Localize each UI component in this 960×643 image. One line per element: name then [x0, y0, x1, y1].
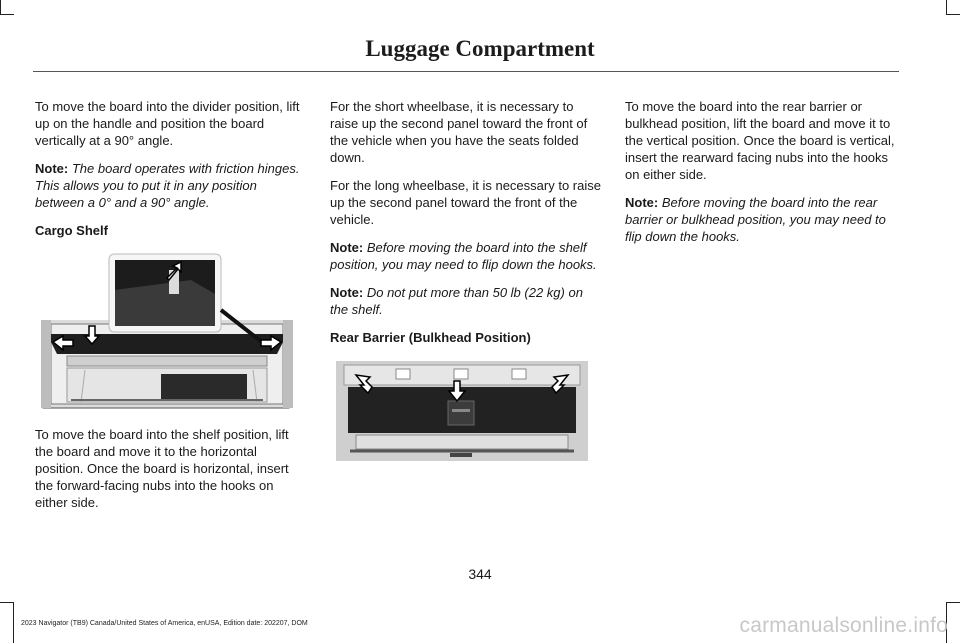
note — [330, 239, 602, 273]
crop-mark — [0, 602, 13, 603]
paragraph: For the long wheelbase, it is necessary to raise up the second panel toward the front of the vehicle. — [330, 178, 601, 227]
crop-mark — [946, 0, 947, 14]
note — [625, 194, 897, 245]
paragraph: To move the board into the shelf position, lift the board and move it to the horizontal position. Once the board is horizontal, insert the forward-facing nubs into the hooks on either side. — [35, 427, 289, 510]
note — [330, 284, 602, 318]
note-label: Note: — [625, 195, 659, 210]
paragraph: To move the board into the divider position, lift up on the handle and position the board vertically at a 90° angle. — [35, 99, 300, 148]
footer-edition-info: 2023 Navigator (TB9) Canada/United States of America, enUSA, Edition date: 202207, DOM — [21, 620, 308, 627]
note-text: Before moving the board into the rear barrier or bulkhead position, you may need to flip down the hooks. — [625, 195, 886, 244]
cargo-shelf-illustration — [41, 250, 293, 412]
column-3 — [625, 98, 897, 256]
page-number: 344 — [468, 566, 492, 582]
note-text: Before moving the board into the shelf position, you may need to flip down the hooks. — [330, 240, 597, 272]
note-label: Note: — [330, 240, 364, 255]
section-heading: Cargo Shelf — [35, 223, 108, 238]
note-label: Note: — [330, 285, 364, 300]
paragraph: For the short wheelbase, it is necessary to raise up the second panel toward the front of the vehicle when you have the seats folded down. — [330, 99, 588, 165]
section-heading: Rear Barrier (Bulkhead Position) — [330, 330, 531, 345]
rear-barrier-illustration — [336, 357, 588, 461]
watermark: carmanualsonline.info — [739, 614, 948, 637]
note — [35, 160, 307, 211]
note-text: The board operates with friction hinges. This allows you to put it in any position between a 0° and a 90° angle. — [35, 161, 300, 210]
column-1 — [35, 98, 307, 522]
crop-mark — [13, 602, 14, 643]
crop-mark — [0, 0, 1, 14]
crop-mark — [946, 14, 960, 15]
note-text: Do not put more than 50 lb (22 kg) on the shelf. — [330, 285, 583, 317]
note-label: Note: — [35, 161, 69, 176]
crop-mark — [0, 14, 14, 15]
header-rule — [33, 71, 899, 72]
crop-mark — [946, 602, 960, 603]
paragraph: To move the board into the rear barrier or bulkhead position, lift the board and move it to the vertical position. Once the board is vertical, insert the rearward facing nubs into the hooks on either side. — [625, 99, 895, 182]
page-title: Luggage Compartment — [365, 36, 595, 61]
column-2 — [330, 98, 602, 461]
